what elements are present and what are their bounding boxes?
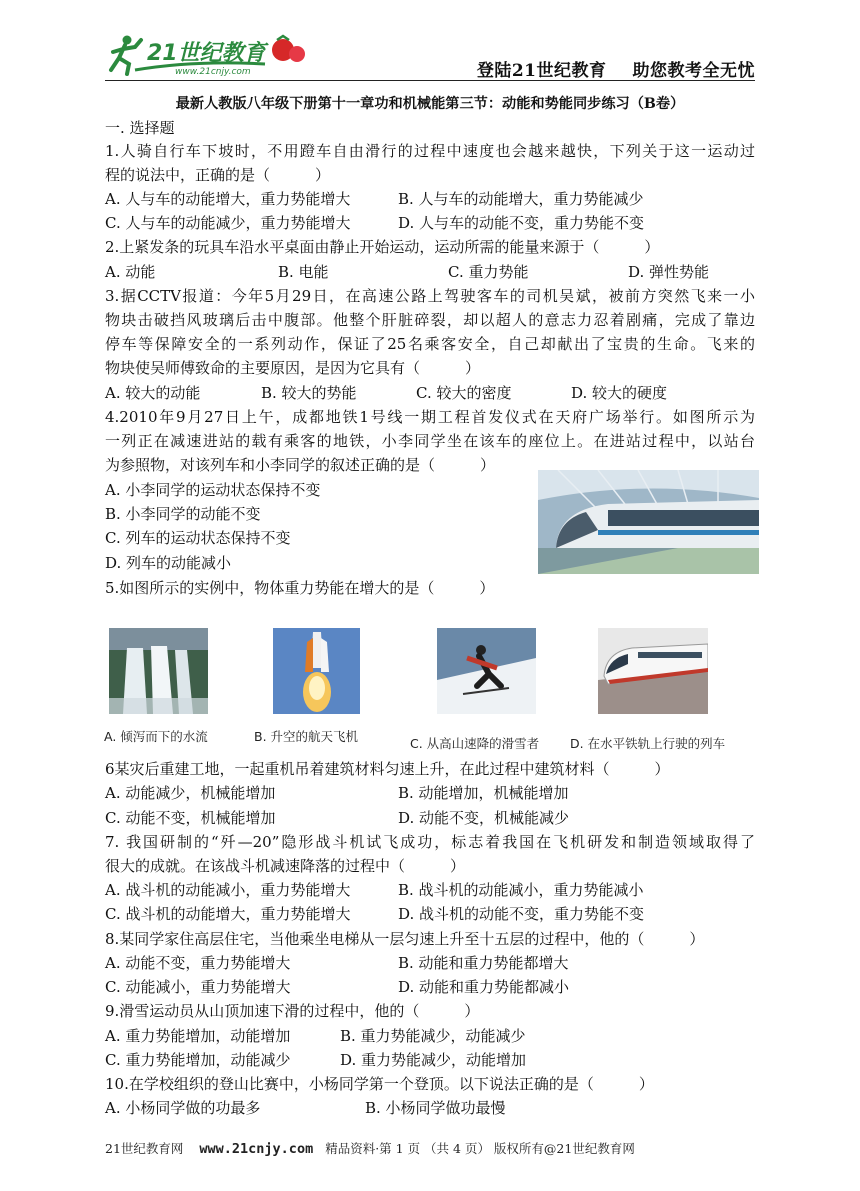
q1-option-a[interactable]: A. 人与车的动能增大，重力势能增大 — [105, 190, 351, 208]
q1-option-d[interactable]: D. 人与车的动能不变，重力势能不变 — [398, 214, 645, 232]
q3-option-a[interactable]: A. 较大的动能 — [105, 384, 201, 402]
q7-option-a[interactable]: A. 战斗机的动能减小，重力势能增大 — [105, 881, 351, 899]
q4-stem-line1: 4.2010年9月27日上午，成都地铁1号线一期工程首发仪式在天府广场举行。如图所示为 — [105, 408, 755, 426]
q4-option-c[interactable]: C. 列车的运动状态保持不变 — [105, 529, 291, 547]
q8-option-c[interactable]: C. 动能减小，重力势能增大 — [105, 978, 291, 996]
q9-option-a[interactable]: A. 重力势能增加，动能增加 — [105, 1027, 291, 1045]
q7-option-c[interactable]: C. 战斗机的动能增大，重力势能增大 — [105, 905, 351, 923]
site-logo[interactable] — [105, 30, 315, 78]
q3-stem-line3: 停车等保障安全的一系列动作，保证了25名乘客安全，自己却献出了宝贵的生命。飞来的 — [105, 335, 755, 353]
document-title: 最新人教版八年级下册第十一章功和机械能第三节：动能和势能同步练习（B卷） — [175, 96, 685, 112]
q6-option-a[interactable]: A. 动能减少，机械能增加 — [105, 784, 276, 802]
header-slogan — [477, 56, 755, 81]
q9-stem: 9.滑雪运动员从山顶加速下滑的过程中，他的（ ） — [105, 1002, 480, 1020]
footer-page-info: 精品资料·第 1 页 （共 4 页） 版权所有@21世纪教育网 — [325, 1141, 635, 1156]
logo-wordmark: 21世纪教育 — [147, 41, 266, 66]
q7-stem-line1: 7. 我国研制的“歼—20”隐形战斗机试飞成功，标志着我国在飞机研发和制造领域取得了 — [105, 833, 755, 851]
space-shuttle-photo[interactable] — [273, 628, 360, 714]
q9-option-b[interactable]: B. 重力势能减少，动能减少 — [340, 1027, 526, 1045]
caption-d: D. 在水平铁轨上行驶的列车 — [570, 736, 726, 751]
footer-url-link[interactable]: www.21cnjy.com — [199, 1141, 314, 1157]
q8-stem: 8.某同学家住高层住宅，当他乘坐电梯从一层匀速上升至十五层的过程中，他的（ ） — [105, 930, 705, 948]
header-divider — [105, 80, 755, 81]
q4-option-d[interactable]: D. 列车的动能减小 — [105, 554, 232, 572]
caption-b: B. 升空的航天飞机 — [254, 729, 359, 744]
q1-stem-line2: 程的说法中，正确的是（ ） — [105, 166, 331, 184]
q4-stem-line3: 为参照物，对该列车和小李同学的叙述正确的是（ ） — [105, 456, 496, 474]
q4-option-a[interactable]: A. 小李同学的运动状态保持不变 — [105, 481, 321, 499]
q10-option-a[interactable]: A. 小杨同学做的功最多 — [105, 1099, 261, 1117]
q10-option-b[interactable]: B. 小杨同学做功最慢 — [365, 1099, 506, 1117]
q2-option-a[interactable]: A. 动能 — [105, 263, 156, 281]
q3-option-b[interactable]: B. 较大的势能 — [261, 384, 357, 402]
q6-stem: 6某灾后重建工地，一起重机吊着建筑材料匀速上升，在此过程中建筑材料（ ） — [105, 760, 670, 778]
waterfall-photo[interactable] — [109, 628, 208, 714]
slogan-tagline: 助您教考全无忧 — [632, 61, 755, 81]
q3-stem-line1: 3.据CCTV报道：今年5月29日，在高速公路上驾驶客车的司机吴斌，被前方突然飞来一小 — [105, 287, 755, 305]
skier-photo[interactable] — [437, 628, 536, 714]
page-footer — [105, 1139, 635, 1157]
q3-stem-line2: 物块击破挡风玻璃后击中腹部。他整个肝脏碎裂，却以超人的意志力忍着剧痛，完成了靠边 — [105, 311, 755, 329]
q9-option-d[interactable]: D. 重力势能减少，动能增加 — [340, 1051, 527, 1069]
q4-stem-line2: 一列正在减速进站的载有乘客的地铁，小李同学坐在该车的座位上。在进站过程中，以站台 — [105, 432, 755, 450]
q2-option-b[interactable]: B. 电能 — [278, 263, 329, 281]
q1-stem-line1: 1.人骑自行车下坡时，不用蹬车自由滑行的过程中速度也会越来越快，下列关于这一运动过 — [105, 142, 755, 160]
page-header — [105, 30, 755, 82]
q4-option-b[interactable]: B. 小李同学的动能不变 — [105, 505, 261, 523]
q5-stem: 5.如图所示的实例中，物体重力势能在增大的是（ ） — [105, 579, 495, 597]
q2-option-d[interactable]: D. 弹性势能 — [628, 263, 710, 281]
slogan-login[interactable]: 登陆21世纪教育 — [476, 61, 607, 81]
q8-option-d[interactable]: D. 动能和重力势能都减小 — [398, 978, 570, 996]
q3-stem-line4: 物块使吴师傅致命的主要原因，是因为它具有（ ） — [105, 359, 481, 377]
q7-stem-line2: 很大的成就。在该战斗机减速降落的过程中（ ） — [105, 857, 466, 875]
q1-option-c[interactable]: C. 人与车的动能减少，重力势能增大 — [105, 214, 351, 232]
q8-option-b[interactable]: B. 动能和重力势能都增大 — [398, 954, 569, 972]
logo-url: www.21cnjy.com — [175, 67, 251, 77]
footer-site-name: 21世纪教育网 — [105, 1141, 184, 1156]
caption-c: C. 从高山速降的滑雪者 — [410, 736, 540, 751]
subway-train-photo — [538, 470, 759, 574]
q7-option-d[interactable]: D. 战斗机的动能不变，重力势能不变 — [398, 905, 645, 923]
q9-option-c[interactable]: C. 重力势能增加，动能减少 — [105, 1051, 291, 1069]
q8-option-a[interactable]: A. 动能不变，重力势能增大 — [105, 954, 291, 972]
q2-stem: 2.上紧发条的玩具车沿水平桌面由静止开始运动，运动所需的能量来源于（ ） — [105, 238, 660, 256]
q6-option-c[interactable]: C. 动能不变，机械能增加 — [105, 809, 276, 827]
high-speed-train-photo[interactable] — [598, 628, 708, 714]
caption-a: A. 倾泻而下的水流 — [104, 729, 208, 744]
section-heading: 一. 选择题 — [105, 119, 175, 137]
q6-option-d[interactable]: D. 动能不变，机械能减少 — [398, 809, 570, 827]
q1-option-b[interactable]: B. 人与车的动能增大，重力势能减少 — [398, 190, 644, 208]
q10-stem: 10.在学校组织的登山比赛中，小杨同学第一个登顶。以下说法正确的是（ ） — [105, 1075, 654, 1093]
q3-option-c[interactable]: C. 较大的密度 — [416, 384, 512, 402]
q6-option-b[interactable]: B. 动能增加，机械能增加 — [398, 784, 569, 802]
q2-option-c[interactable]: C. 重力势能 — [448, 263, 529, 281]
q3-option-d[interactable]: D. 较大的硬度 — [571, 384, 668, 402]
q7-option-b[interactable]: B. 战斗机的动能减小，重力势能减小 — [398, 881, 644, 899]
